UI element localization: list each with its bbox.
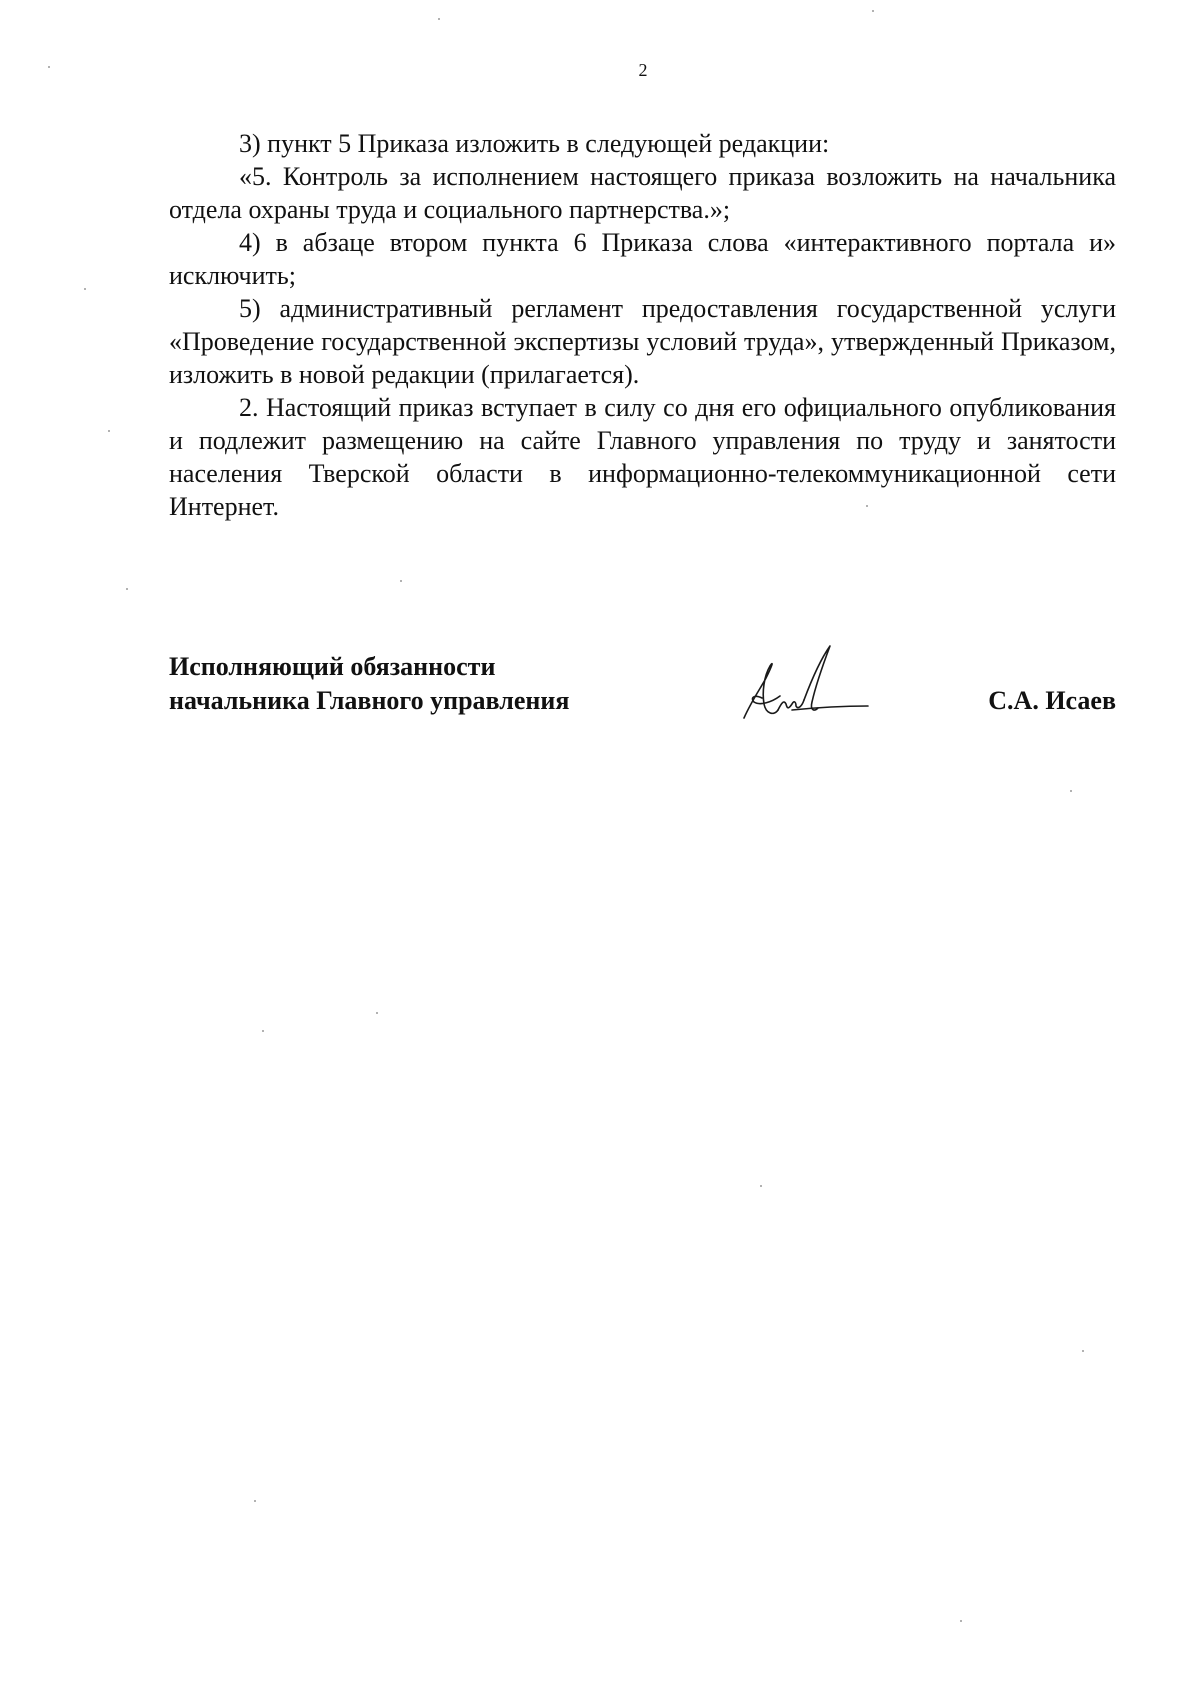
scan-speck: [262, 1030, 264, 1032]
signatory-position: [169, 650, 569, 718]
paragraph-item-5: 5) административный регламент предоставления государственной услуги «Проведение государственной экспертизы условий труда», утвержденный Приказом, изложить в новой редакции (прилагается).: [169, 294, 1116, 389]
document-body: [169, 127, 1116, 523]
scan-speck: [254, 1500, 256, 1502]
scan-speck: [376, 1012, 378, 1014]
paragraph-item-3: 3) пункт 5 Приказа изложить в следующей редакции:: [239, 129, 830, 158]
paragraph-item-4: 4) в абзаце втором пункта 6 Приказа слова «интерактивного портала и» исключить;: [169, 228, 1116, 290]
scan-speck: [872, 10, 874, 12]
handwritten-signature-icon: [732, 640, 872, 730]
scan-speck: [760, 1185, 762, 1187]
scan-speck: [960, 1620, 962, 1622]
scan-speck: [866, 505, 868, 507]
scan-speck: [126, 588, 128, 590]
paragraph-clause-2: 2. Настоящий приказ вступает в силу со дня его официального опубликования и подлежит размещению на сайте Главного управления по труду и занятости населения Тверской области в информационно-телекоммуникационной сети Интернет.: [169, 393, 1116, 521]
signatory-position-line-1: Исполняющий обязанности: [169, 652, 496, 681]
signatory-name: С.А. Исаев: [988, 686, 1116, 715]
scan-speck: [84, 288, 86, 290]
scan-speck: [438, 18, 440, 20]
page-number: 2: [638, 60, 648, 80]
paragraph-quoted-item-5: «5. Контроль за исполнением настоящего приказа возложить на начальника отдела охраны труда и социального партнерства.»;: [169, 162, 1116, 224]
signatory-position-line-2: начальника Главного управления: [169, 686, 570, 715]
scan-speck: [1070, 790, 1072, 792]
signature-block: [169, 650, 1116, 740]
scan-speck: [1082, 1350, 1084, 1352]
scan-speck: [400, 580, 402, 582]
scan-speck: [108, 430, 110, 432]
scan-speck: [48, 66, 50, 68]
